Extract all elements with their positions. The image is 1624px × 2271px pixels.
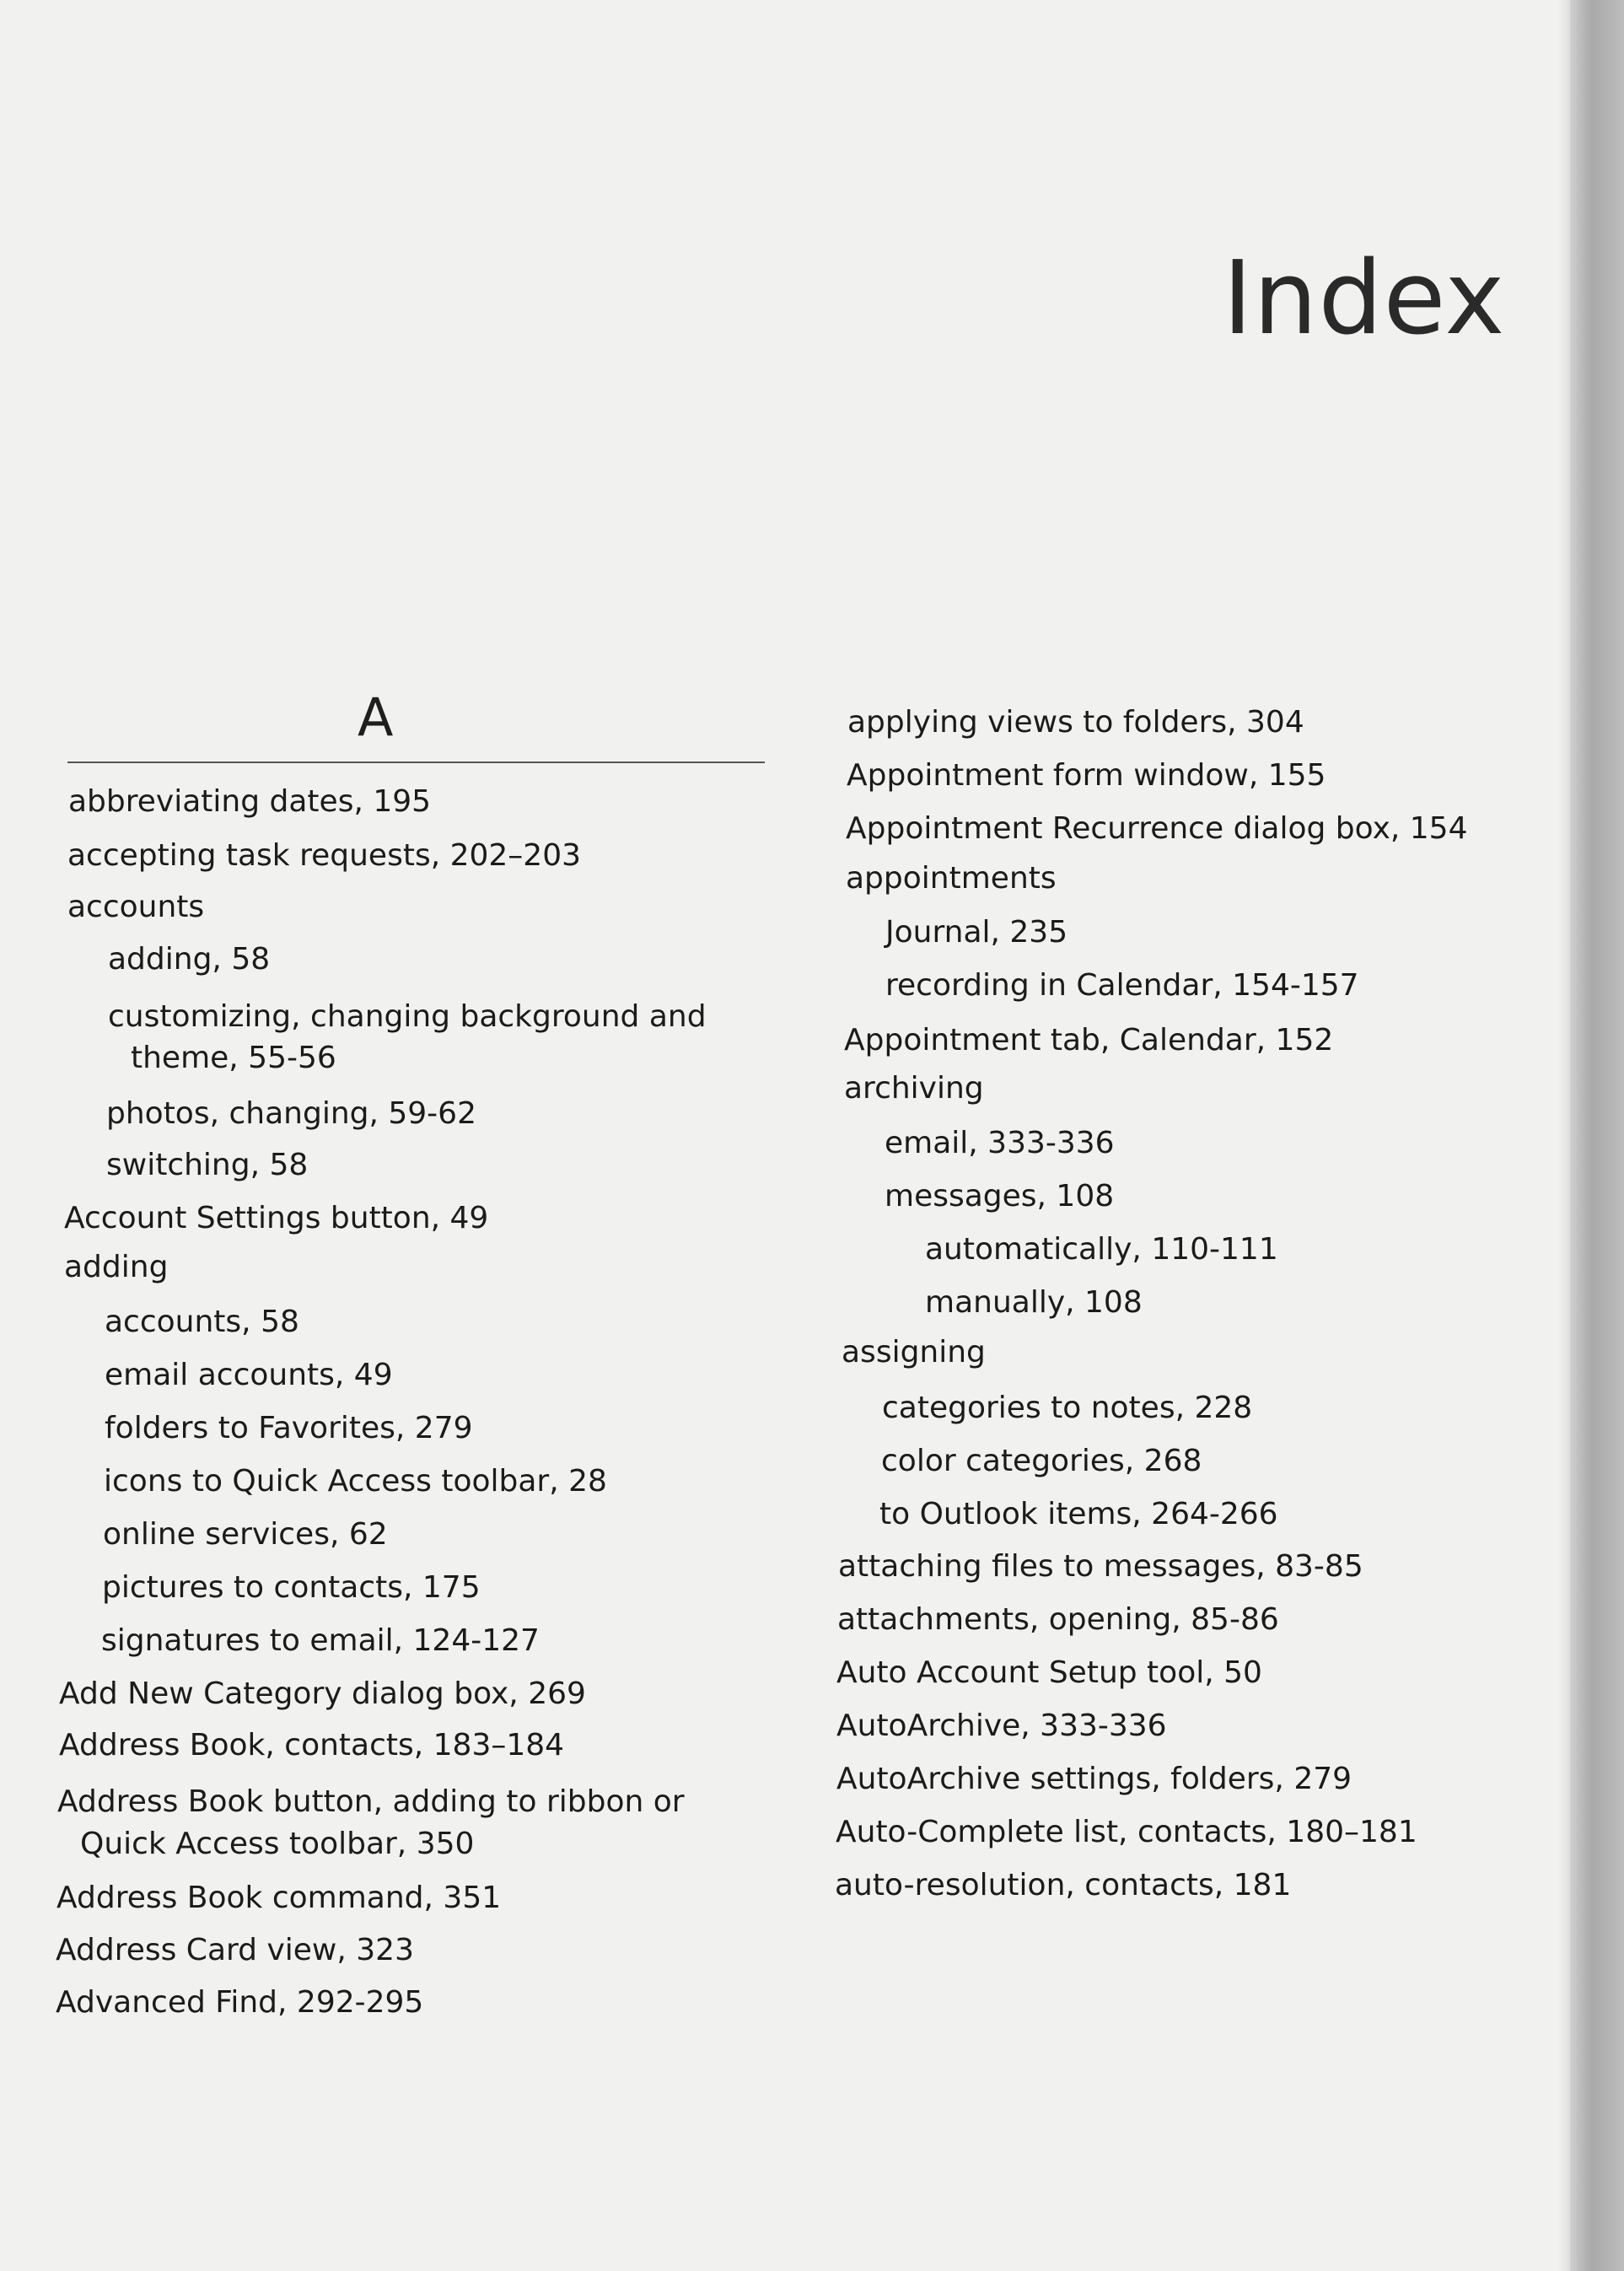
index-entry: abbreviating dates, 195	[68, 784, 432, 819]
page-title: Index	[1223, 240, 1506, 358]
index-entry: Account Settings button, 49	[64, 1201, 489, 1235]
index-subentry-continued: theme, 55-56	[131, 1041, 336, 1075]
index-entry: Advanced Find, 292-295	[56, 1985, 424, 2020]
index-subentry: messages, 108	[885, 1179, 1115, 1214]
index-entry: Address Book, contacts, 183–184	[59, 1728, 565, 1762]
index-subentry: to Outlook items, 264-266	[879, 1497, 1278, 1531]
index-entry: AutoArchive settings, folders, 279	[836, 1762, 1352, 1796]
index-subentry: folders to Favorites, 279	[105, 1411, 473, 1445]
page-edge-shadow	[1558, 0, 1570, 2271]
page-gutter-shadow	[1570, 0, 1624, 2271]
index-entry: attachments, opening, 85-86	[837, 1602, 1279, 1637]
index-subentry: signatures to email, 124-127	[101, 1623, 540, 1658]
index-subentry: recording in Calendar, 154-157	[885, 968, 1359, 1003]
index-subentry: adding, 58	[108, 942, 271, 977]
index-subentry: pictures to contacts, 175	[102, 1570, 481, 1605]
index-subentry: icons to Quick Access toolbar, 28	[104, 1464, 607, 1499]
index-entry: Address Book button, adding to ribbon or	[57, 1784, 685, 1819]
index-entry: appointments	[846, 861, 1057, 896]
index-subentry: color categories, 268	[881, 1444, 1202, 1478]
index-subentry: categories to notes, 228	[882, 1391, 1253, 1425]
index-entry: archiving	[844, 1071, 984, 1106]
index-sub-subentry: manually, 108	[925, 1285, 1143, 1320]
index-entry: Address Book command, 351	[56, 1881, 502, 1915]
index-entry: Add New Category dialog box, 269	[59, 1676, 586, 1711]
index-entry: Address Card view, 323	[56, 1933, 414, 1967]
index-subentry: Journal, 235	[885, 915, 1068, 950]
section-letter: A	[358, 686, 394, 748]
section-divider	[67, 761, 765, 763]
index-subentry: customizing, changing background and	[108, 999, 707, 1034]
index-entry: Appointment Recurrence dialog box, 154	[846, 811, 1468, 846]
index-entry: accounts	[67, 890, 205, 924]
index-subentry: accounts, 58	[105, 1305, 299, 1339]
index-entry: Auto Account Setup tool, 50	[836, 1655, 1262, 1690]
index-subentry: switching, 58	[106, 1148, 309, 1182]
index-entry: assigning	[842, 1335, 986, 1370]
index-subentry: online services, 62	[103, 1517, 388, 1552]
index-entry: Auto-Complete list, contacts, 180–181	[836, 1815, 1417, 1849]
index-entry: Appointment form window, 155	[847, 758, 1326, 793]
index-entry: Appointment tab, Calendar, 152	[844, 1023, 1334, 1057]
index-subentry: email accounts, 49	[105, 1358, 393, 1392]
index-entry-continued: Quick Access toolbar, 350	[80, 1827, 475, 1861]
index-entry: auto-resolution, contacts, 181	[835, 1868, 1292, 1902]
index-subentry: email, 333-336	[885, 1126, 1115, 1160]
index-entry: adding	[64, 1250, 169, 1284]
index-sub-subentry: automatically, 110-111	[925, 1232, 1278, 1267]
index-entry: applying views to folders, 304	[847, 705, 1304, 740]
index-entry: accepting task requests, 202–203	[67, 838, 582, 873]
index-entry: attaching files to messages, 83-85	[838, 1549, 1363, 1584]
index-subentry: photos, changing, 59-62	[106, 1096, 476, 1131]
index-entry: AutoArchive, 333-336	[836, 1709, 1167, 1743]
